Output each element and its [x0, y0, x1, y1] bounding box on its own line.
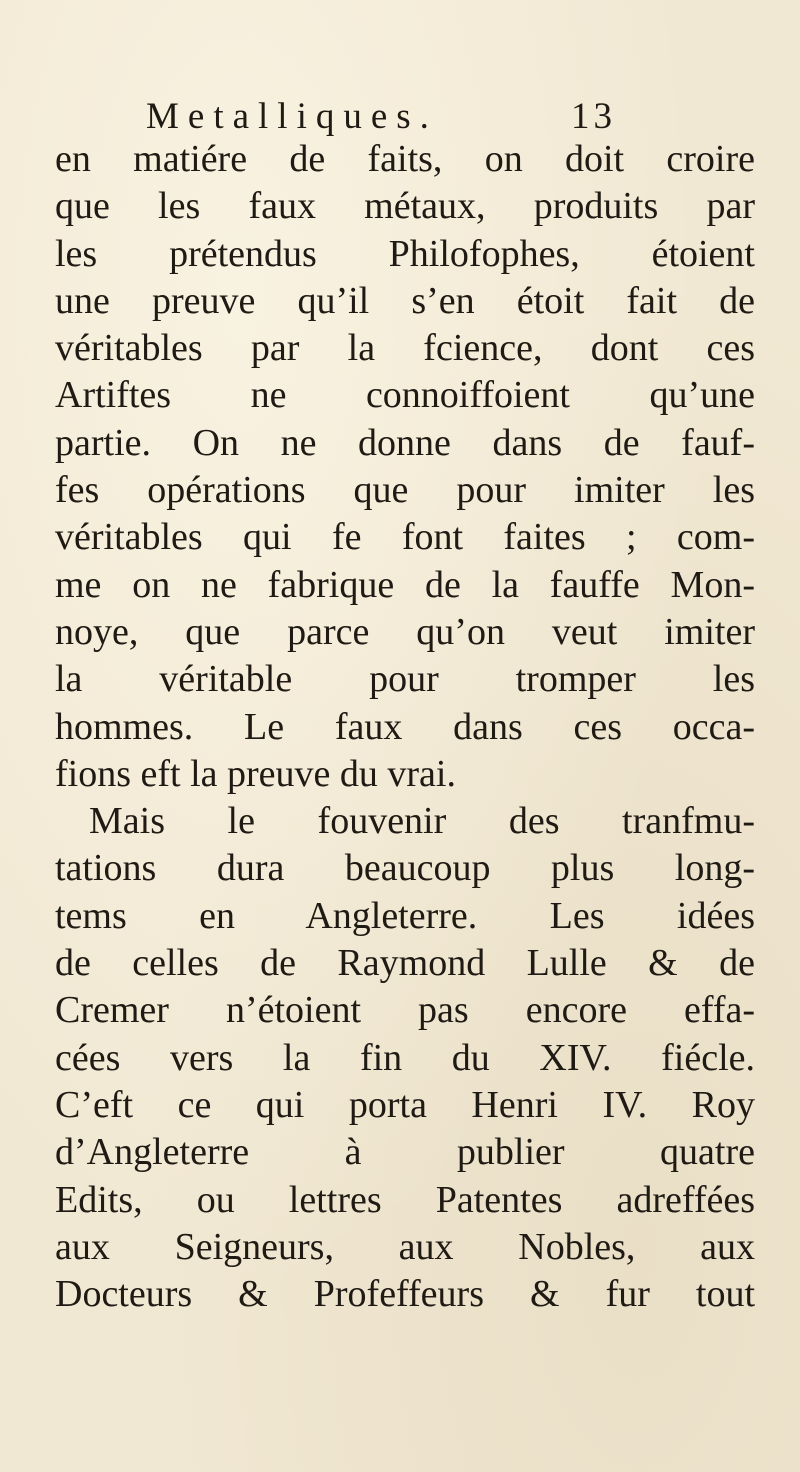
text-line: les prétendus Philofophes, étoient: [55, 232, 755, 275]
text-line: fes opérations que pour imiter les: [55, 469, 755, 512]
text-line: véritables par la fcience, dont ces: [55, 327, 755, 370]
text-line: en matiére de faits, on doit croire: [55, 138, 755, 180]
text-line: C’eft ce qui porta Henri IV. Roy: [55, 1083, 755, 1126]
text-line: partie. On ne donne dans de fauf-: [55, 421, 755, 464]
body-text: [55, 136, 755, 1318]
text-line: Edits, ou lettres Patentes adreffées: [55, 1178, 755, 1221]
text-line: la véritable pour tromper les: [55, 658, 755, 701]
text-line: noye, que parce qu’on veut imiter: [55, 610, 755, 653]
text-line: Artiftes ne connoiffoient qu’une: [55, 374, 755, 417]
running-header: [146, 96, 666, 138]
text-line: Mais le fouvenir des tranfmu-: [89, 800, 755, 843]
text-line: aux Seigneurs, aux Nobles, aux: [55, 1225, 755, 1268]
text-line: Cremer n’étoient pas encore effa-: [55, 989, 755, 1032]
text-line: Docteurs & Profeffeurs & fur tout: [55, 1273, 755, 1316]
text-line: de celles de Raymond Lulle & de: [55, 942, 755, 985]
text-line: hommes. Le faux dans ces occa-: [55, 705, 755, 748]
text-line: véritables qui fe font faites ; com-: [55, 516, 755, 559]
text-line: d’Angleterre à publier quatre: [55, 1131, 755, 1174]
text-line: fions eft la preuve du vrai.: [55, 752, 456, 795]
text-line: une preuve qu’il s’en étoit fait de: [55, 279, 755, 322]
running-title: Metalliques.: [146, 96, 438, 137]
text-line: que les faux métaux, produits par: [55, 185, 755, 228]
text-line: cées vers la fin du XIV. fiécle.: [55, 1036, 755, 1079]
text-line: tations dura beaucoup plus long-: [55, 847, 755, 890]
page-number: 13: [571, 96, 616, 137]
text-line: me on ne fabrique de la fauffe Mon-: [55, 563, 755, 606]
text-line: tems en Angleterre. Les idées: [55, 894, 755, 937]
